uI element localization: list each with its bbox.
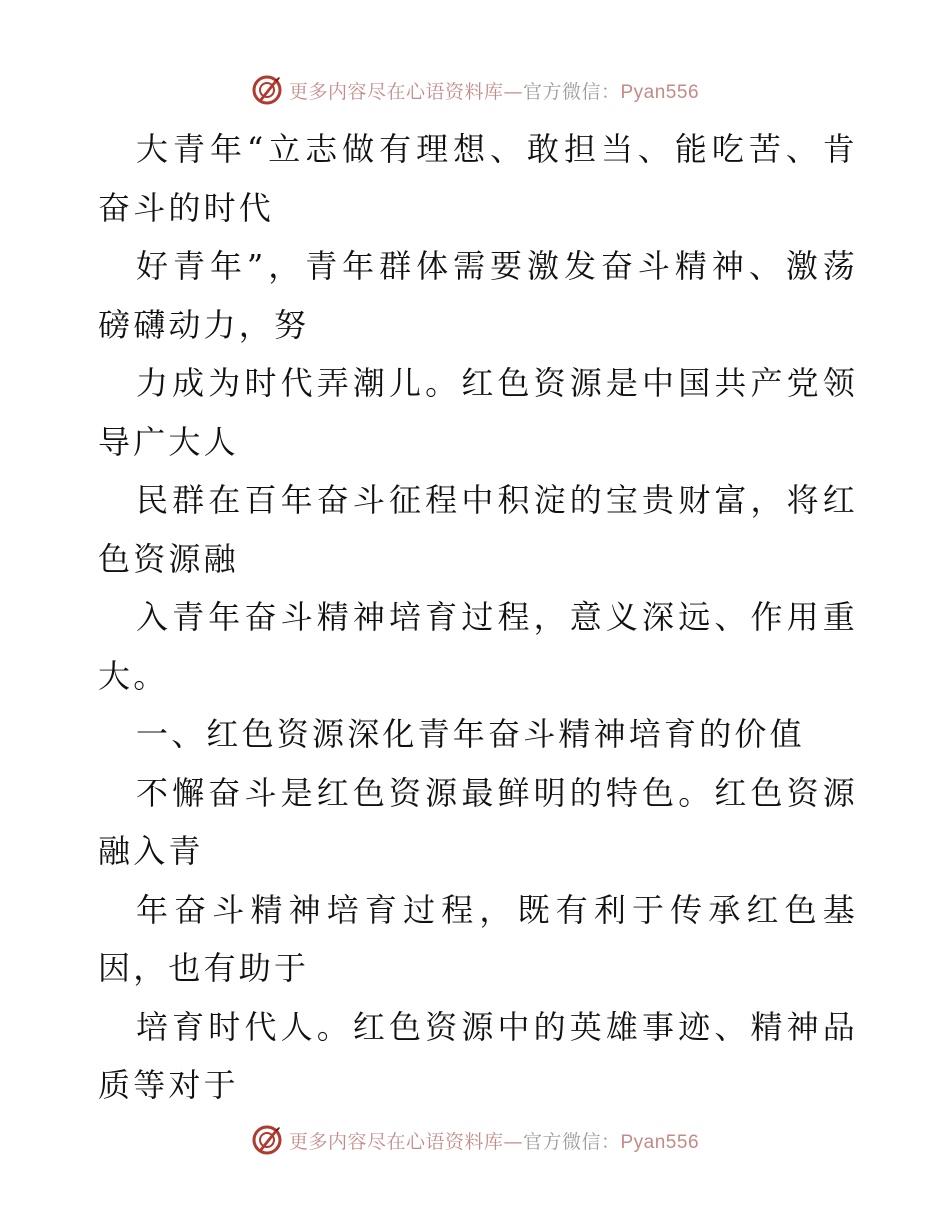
paragraph-7: 年奋斗精神培育过程，既有利于传承红色基因，也有助于 [98, 890, 858, 987]
paragraph-5: 入青年奋斗精神培育过程，意义深远、作用重大。 [98, 598, 858, 695]
pen-logo-icon [251, 74, 283, 106]
watermark-text [289, 1127, 699, 1154]
paragraph-6: 不懈奋斗是红色资源最鲜明的特色。红色资源融入青 [98, 773, 858, 870]
watermark-wechat-id: Pyan556 [620, 81, 700, 103]
watermark-wechat-id: Pyan556 [620, 1131, 700, 1153]
watermark-text [289, 77, 699, 104]
footer-watermark [0, 1120, 950, 1160]
section-heading: 一、红色资源深化青年奋斗精神培育的价值 [136, 715, 805, 753]
document-body [98, 120, 858, 1115]
paragraph-2: 好青年”，青年群体需要激发奋斗精神、激荡磅礴动力，努 [98, 247, 858, 344]
paragraph-1: 大青年“立志做有理想、敢担当、能吃苦、肯奋斗的时代 [98, 130, 858, 227]
watermark-wechat-label: 官方微信： [522, 1130, 621, 1153]
watermark-wechat-label: 官方微信： [522, 80, 621, 103]
watermark-site-text: 更多内容尽在心语资料库— [288, 1130, 523, 1153]
pen-logo-icon [251, 1124, 283, 1156]
header-watermark [0, 70, 950, 110]
paragraph-8: 培育时代人。红色资源中的英雄事迹、精神品质等对于 [98, 1007, 858, 1104]
paragraph-4: 民群在百年奋斗征程中积淀的宝贵财富，将红色资源融 [98, 481, 858, 578]
paragraph-3: 力成为时代弄潮儿。红色资源是中国共产党领导广大人 [98, 364, 858, 461]
watermark-site-text: 更多内容尽在心语资料库— [288, 80, 523, 103]
